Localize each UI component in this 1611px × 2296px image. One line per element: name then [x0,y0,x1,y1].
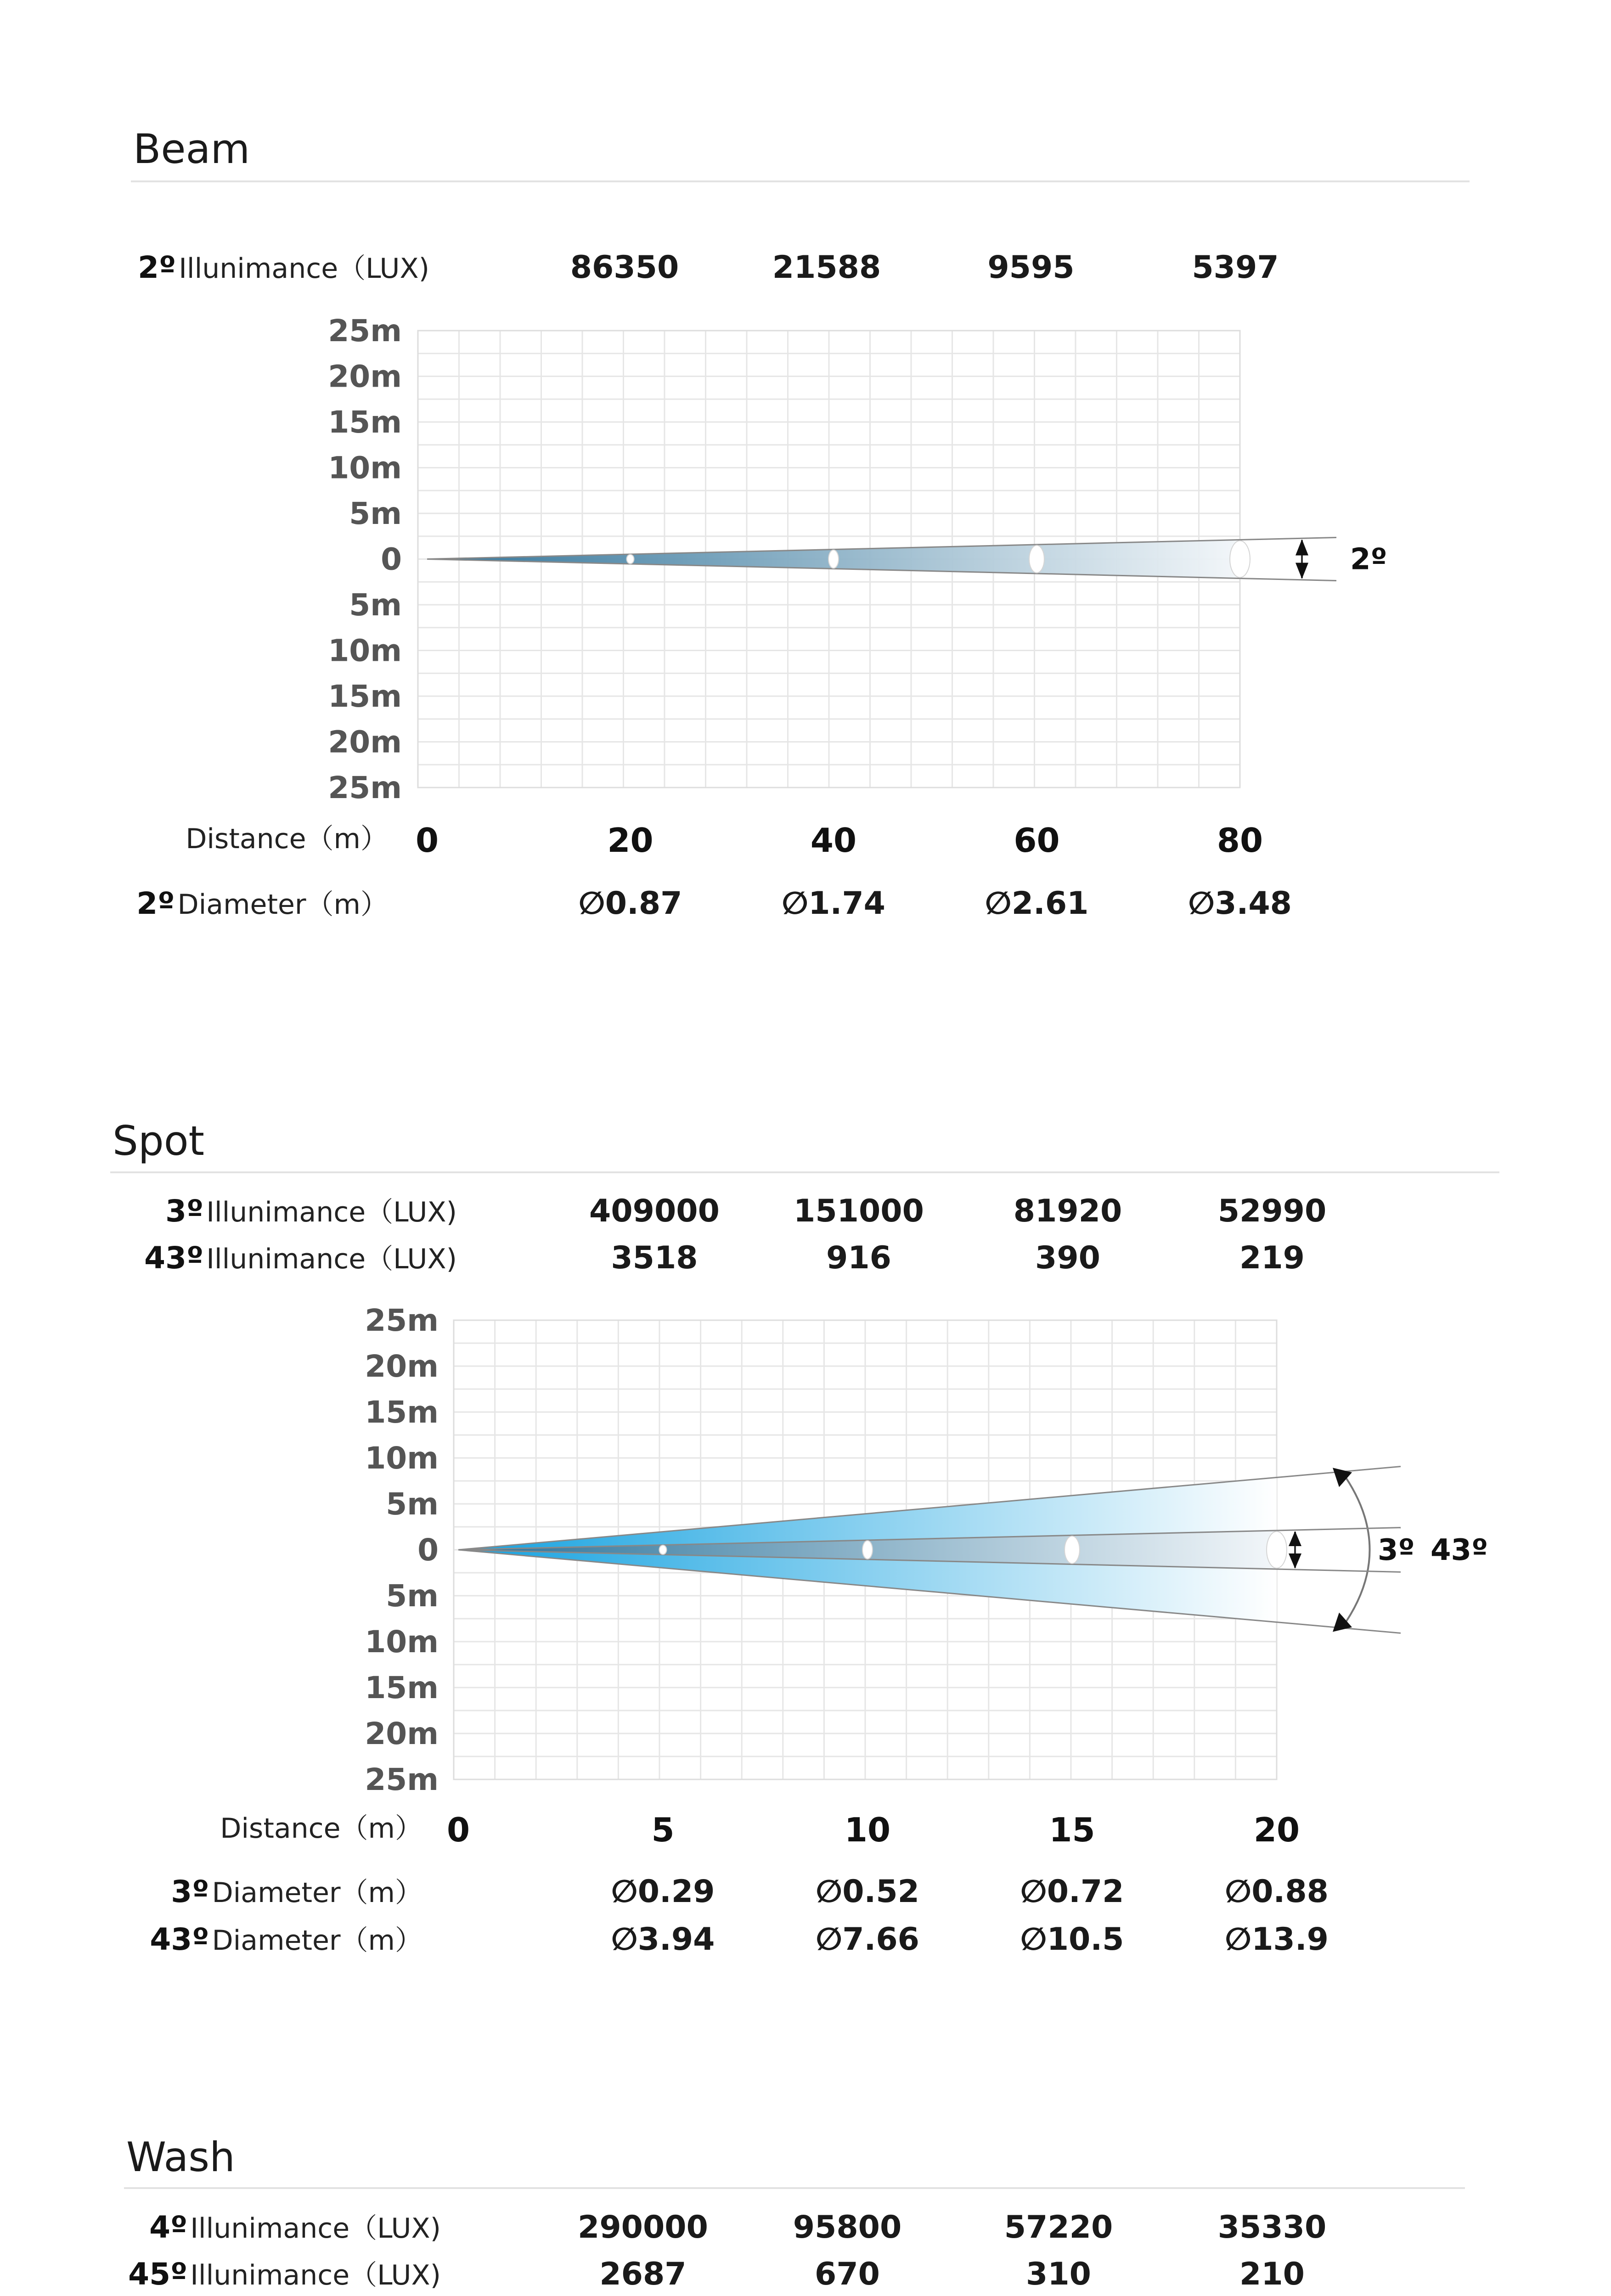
beam-spot-marker [828,550,839,568]
arrowhead-icon [1296,563,1308,579]
chart-wash [124,2133,1488,2296]
y-tick-label: 10m [328,633,402,669]
beam-angle: 43º [150,1922,209,1957]
illuminance-label: Illunimance（LUX) [190,2212,441,2245]
illuminance-value: 670 [815,2256,880,2292]
illuminance-value: 2687 [599,2256,687,2292]
y-tick-label: 10m [365,1624,439,1660]
distance-row [220,1811,1300,1849]
distance-row [186,821,1263,860]
distance-origin-tick: 0 [446,1811,470,1849]
y-tick-label: 25m [365,1303,439,1338]
illuminance-row [149,2209,1326,2245]
distance-tick: 40 [810,821,857,860]
y-tick-label: 20m [328,359,402,394]
illuminance-row-label [128,2257,441,2292]
illuminance-row-label [149,2210,441,2245]
illuminance-row-label [165,1193,457,1229]
illuminance-label: Illunimance（LUX) [206,1196,457,1228]
distance-tick: 60 [1014,821,1060,860]
illuminance-value: 81920 [1013,1193,1122,1229]
illuminance-label: Illunimance（LUX) [179,253,429,285]
y-tick-label: 25m [328,770,402,805]
arrowhead-icon [1296,539,1308,555]
diameter-value: ∅0.29 [611,1874,715,1910]
y-tick-label: 5m [386,1578,439,1614]
illuminance-value: 21588 [772,249,881,286]
y-tick-label: 20m [328,724,402,760]
illuminance-row [165,1193,1326,1229]
illuminance-value: 409000 [589,1193,720,1229]
diameter-value: ∅7.66 [815,1921,920,1958]
illuminance-value: 151000 [794,1193,924,1229]
diameter-value: ∅2.61 [985,885,1089,922]
illuminance-row [144,1240,1305,1276]
beam-spot-marker [1267,1531,1287,1568]
diameter-value: ∅0.52 [815,1874,920,1910]
y-tick-label: 15m [365,1395,439,1430]
distance-tick: 15 [1049,1811,1095,1849]
diameter-row-label [136,886,388,921]
y-tick-label: 20m [365,1716,439,1751]
illuminance-value: 57220 [1004,2209,1113,2245]
illuminance-value: 916 [826,1240,891,1276]
illuminance-value: 95800 [793,2209,902,2245]
distance-tick: 20 [1253,1811,1300,1849]
beam-spot-marker [862,1541,873,1559]
beam-angle: 3º [171,1874,209,1909]
illuminance-row [138,249,1279,286]
y-tick-label: 0 [417,1532,439,1568]
diameter-value: ∅0.88 [1224,1874,1329,1910]
beam-spot-marker [1029,546,1044,573]
illuminance-label: Illunimance（LUX) [206,1243,457,1275]
y-tick-label: 5m [349,587,402,623]
diameter-value: ∅3.48 [1188,885,1292,922]
beam-angle: 3º [165,1193,204,1229]
beam-angle: 2º [138,250,176,285]
distance-tick: 80 [1217,821,1263,860]
diameter-value: ∅0.87 [578,885,682,922]
illuminance-label: Illunimance（LUX) [190,2259,441,2291]
beam-angle-label: 2º [1350,542,1387,577]
beam-spot-marker [1065,1536,1080,1564]
illuminance-value: 390 [1035,1240,1100,1276]
y-tick-label: 15m [328,679,402,714]
beam-spot-marker [659,1545,667,1554]
beam-spot-marker [1230,541,1250,578]
chart-beam [131,125,1470,922]
diameter-row [171,1874,1329,1910]
angle-arc [1341,1470,1370,1629]
y-tick-label: 5m [349,496,402,531]
section-title: Beam [133,125,250,173]
diameter-value: ∅0.72 [1020,1874,1124,1910]
illuminance-value: 310 [1026,2256,1091,2292]
y-tick-label: 0 [381,541,402,577]
beam-angle-label: 3º [1378,1533,1415,1567]
diameter-row [150,1921,1329,1958]
diameter-value: ∅13.9 [1224,1921,1329,1958]
diameter-row-label [171,1874,422,1909]
illuminance-value: 9595 [987,249,1075,286]
beam-angle: 43º [144,1240,204,1276]
section-title: Spot [113,1117,205,1165]
diameter-label: Diameter（m） [212,1877,422,1909]
section-title: Wash [126,2133,235,2181]
y-tick-label: 25m [365,1762,439,1797]
illuminance-value: 5397 [1192,249,1279,286]
diameter-label: Diameter（m） [177,889,388,921]
y-tick-label: 10m [328,450,402,486]
diameter-row-label [150,1922,422,1957]
distance-origin-tick: 0 [415,821,439,860]
illuminance-value: 35330 [1217,2209,1327,2245]
beam-angle: 4º [149,2210,188,2245]
distance-tick: 20 [607,821,653,860]
y-tick-label: 5m [386,1486,439,1522]
diameter-value: ∅3.94 [611,1921,715,1958]
arrowhead-icon [1289,1553,1301,1569]
distance-tick: 5 [651,1811,675,1849]
y-tick-label: 15m [328,405,402,440]
illuminance-value: 3518 [611,1240,698,1276]
distance-axis-label: Distance（m） [220,1812,422,1845]
arrowhead-icon [1289,1531,1301,1546]
illuminance-row [128,2256,1305,2292]
diameter-row [136,885,1292,922]
y-tick-label: 10m [365,1441,439,1476]
illuminance-value: 219 [1239,1240,1305,1276]
illuminance-value: 290000 [578,2209,708,2245]
illuminance-value: 52990 [1217,1193,1327,1229]
y-tick-label: 20m [365,1349,439,1384]
beam-spot-marker [627,555,634,564]
illuminance-row-label [144,1240,457,1276]
diameter-value: ∅1.74 [781,885,886,922]
illuminance-row-label [138,250,429,285]
distance-tick: 10 [844,1811,891,1849]
beam-angle: 2º [136,886,175,921]
chart-spot [110,1117,1499,1958]
beam-angle: 45º [128,2257,188,2292]
illuminance-value: 210 [1239,2256,1305,2292]
beam-angle-label: 43º [1431,1533,1488,1567]
y-tick-label: 25m [328,313,402,349]
y-tick-label: 15m [365,1670,439,1705]
illuminance-value: 86350 [570,249,679,286]
diameter-label: Diameter（m） [212,1925,422,1957]
distance-axis-label: Distance（m） [186,823,388,855]
diameter-value: ∅10.5 [1020,1921,1124,1958]
